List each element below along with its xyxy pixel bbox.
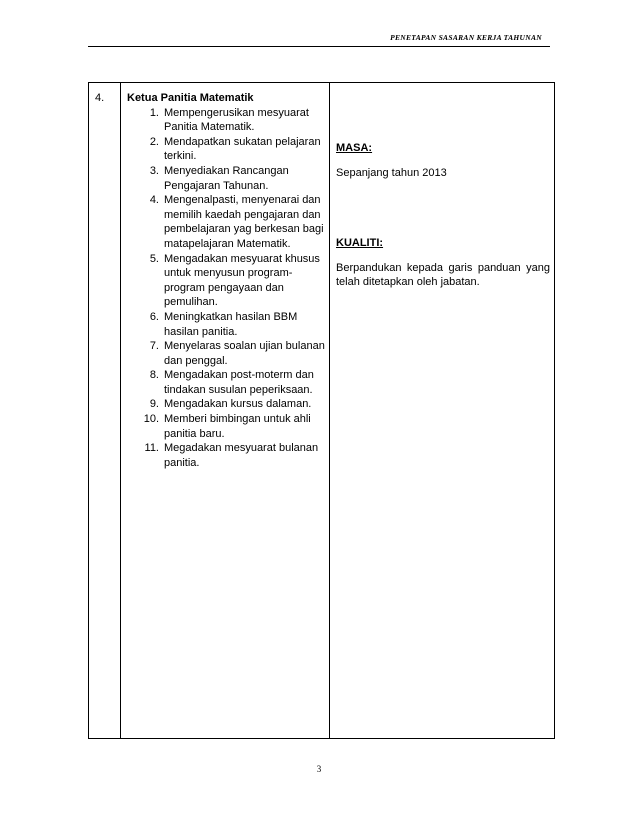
row-number: 4.	[95, 92, 105, 104]
list-item-text: Mengadakan post-moterm dan tindakan susulan peperiksaan.	[164, 369, 314, 396]
list-item-number: 7.	[149, 340, 159, 353]
list-item-number: 6.	[149, 310, 159, 323]
list-item-number: 10.	[143, 413, 159, 426]
task-title: Ketua Panitia Matematik	[127, 92, 254, 104]
list-item	[127, 441, 325, 470]
kualiti-text: Berpandukan kepada garis panduan yang telah ditetapkan oleh jabatan.	[336, 261, 550, 289]
target-table	[88, 82, 555, 739]
list-item-number: 9.	[149, 398, 159, 411]
list-item-number: 8.	[149, 369, 159, 382]
list-item	[127, 106, 325, 135]
list-item-text: Menyelaras soalan ujian bulanan dan penggal.	[164, 340, 325, 367]
list-item-text: Mengadakan mesyuarat khusus untuk menyusun program-program pengayaan dan pemulihan.	[164, 252, 320, 309]
list-item	[127, 339, 325, 368]
list-item-text: Memberi bimbingan untuk ahli panitia baru.	[164, 413, 311, 440]
list-item-number: 5.	[149, 252, 159, 265]
page-header-title: PENETAPAN SASARAN KERJA TAHUNAN	[390, 33, 542, 42]
list-item-text: Megadakan mesyuarat bulanan panitia.	[164, 442, 319, 469]
list-item	[127, 368, 325, 397]
task-cell	[121, 83, 330, 739]
list-item-text: Mendapatkan sukatan pelajaran terkini.	[164, 135, 321, 163]
list-item-number: 1.	[149, 106, 159, 119]
list-item-text: Mempengerusikan mesyuarat Panitia Matematik.	[164, 106, 309, 134]
list-item	[127, 135, 325, 164]
list-item	[127, 193, 325, 251]
list-item-number: 11.	[144, 442, 159, 455]
masa-label: MASA:	[336, 142, 373, 154]
list-item	[127, 412, 325, 441]
list-item-number: 4.	[149, 194, 159, 207]
list-item	[127, 252, 325, 310]
page-number: 3	[316, 764, 322, 774]
table-row	[89, 83, 555, 739]
task-list	[127, 106, 325, 471]
list-item-number: 3.	[149, 164, 159, 177]
list-item-text: Menyediakan Rancangan Pengajaran Tahunan.	[164, 164, 289, 192]
list-item	[127, 164, 325, 193]
header-rule	[88, 46, 550, 47]
row-number-cell	[89, 83, 121, 739]
target-cell	[330, 83, 555, 739]
masa-text: Sepanjang tahun 2013	[336, 166, 447, 179]
kualiti-label: KUALITI:	[336, 237, 384, 250]
list-item-text: Mengadakan kursus dalaman.	[164, 398, 312, 411]
list-item	[127, 397, 325, 412]
list-item-number: 2.	[149, 135, 159, 148]
list-item-text: Mengenalpasti, menyenarai dan memilih kaedah pengajaran dan pembelajaran yag berkesan bagi matapelajaran Matematik.	[164, 194, 324, 250]
list-item-text: Meningkatkan hasilan BBM hasilan panitia.	[164, 310, 298, 338]
list-item	[127, 310, 325, 339]
